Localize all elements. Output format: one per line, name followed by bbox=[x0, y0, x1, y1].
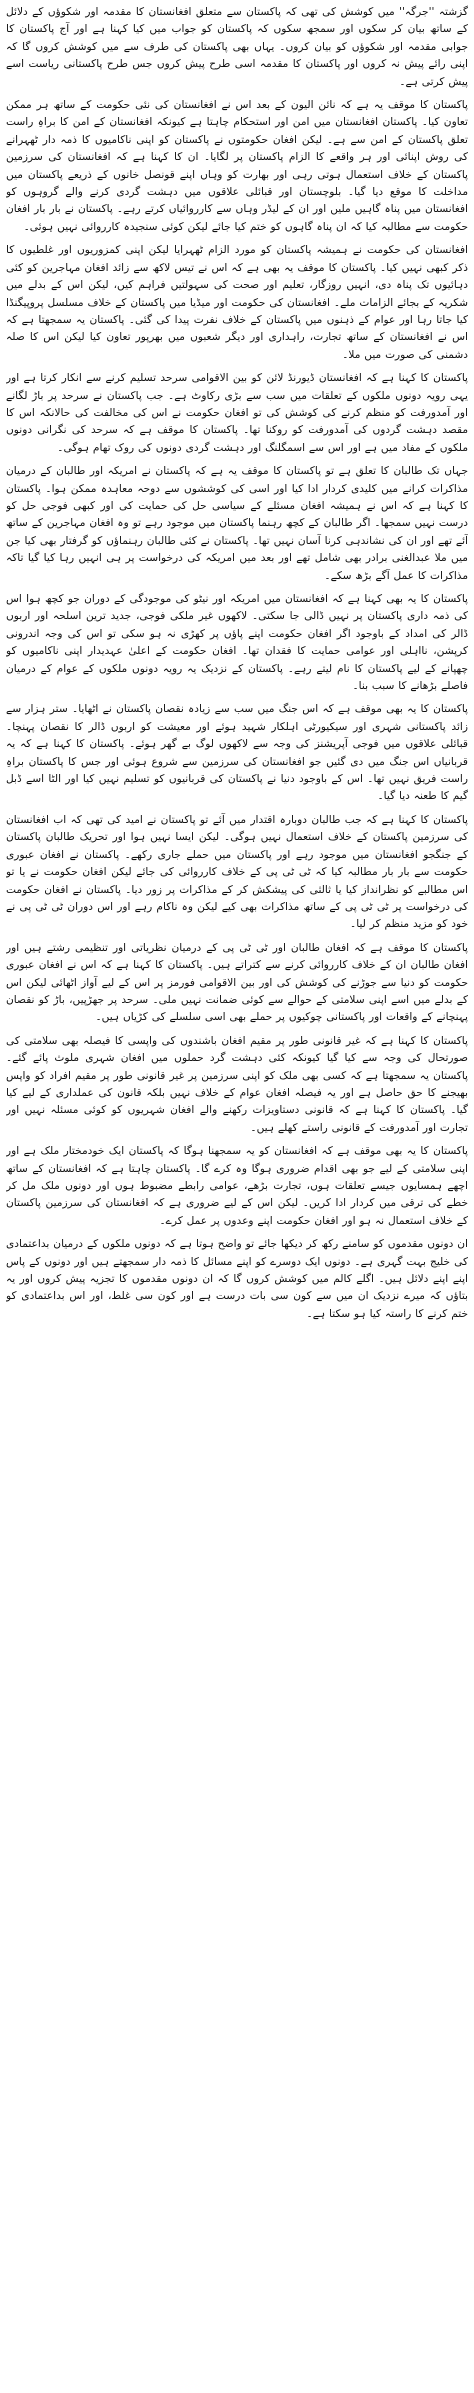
paragraph: ان دونوں مقدموں کو سامنے رکھ کر دیکھا جائے تو واضح ہوتا ہے کہ دونوں ملکوں کے درمیان بداعتمادی کی خلیج بہت گہری ہے۔ دونوں ایک دوسرے کو اپنے مسائل کا ذمہ دار سمجھتے ہیں اور دونوں کے پاس اپنے اپنے دلائل ہیں۔ اگلے کالم میں کوشش کروں گا کہ ان دونوں مقدموں کا تجزیہ پیش کروں اور یہ بتاؤں کہ میرے نزدیک ان میں سے کون سی بات درست ہے اور کون سی غلط، اور اس بداعتمادی کو ختم کرنے کا راستہ کیا ہو سکتا ہے۔ bbox=[6, 1238, 468, 1320]
paragraph: پاکستان کا کہنا ہے کہ جب طالبان دوبارہ اقتدار میں آئے تو پاکستان نے امید کی تھی کہ اب افغانستان کی سرزمین پاکستان کے خلاف استعمال نہیں ہوگی۔ لیکن ایسا نہیں ہوا اور تحریک طالبان پاکستان کے جنگجو افغانستان میں موجود رہے اور پاکستان میں حملے جاری رکھے۔ پاکستان نے افغان عبوری حکومت سے بار بار مطالبہ کیا کہ ٹی ٹی پی کے خلاف کارروائی کی جائے لیکن افغان حکومت نے یا تو اس مطالبے کو نظرانداز کیا یا ثالثی کی پیشکش کر کے مذاکرات پر زور دیا۔ پاکستان نے افغان حکومت کی درخواست پر ٹی ٹی پی کے ساتھ مذاکرات بھی کیے لیکن وہ ناکام رہے اور اس دوران ٹی ٹی پی نے خود کو مزید منظم کر لیا۔ bbox=[6, 813, 468, 931]
paragraph: افغانستان کی حکومت نے ہمیشہ پاکستان کو مورد الزام ٹھہرایا لیکن اپنی کمزوریوں اور غلطیوں کا ذکر کبھی نہیں کیا۔ پاکستان کا موقف یہ بھی ہے کہ اس نے تیس لاکھ سے زائد افغان مہاجرین کو کئی دہائیوں تک پناہ دی، انہیں روزگار، تعلیم اور صحت کی سہولتیں فراہم کیں، لیکن اس کے بدلے میں شکریہ کے بجائے الزامات ملے۔ افغانستان کی حکومت اور میڈیا میں پاکستان کے خلاف مسلسل پروپیگنڈا کیا جاتا رہا اور عوام کے ذہنوں میں پاکستان کے خلاف نفرت پیدا کی گئی۔ پاکستان یہ سمجھتا ہے کہ اس نے افغانستان کے ساتھ تجارت، راہداری اور دیگر شعبوں میں بھرپور تعاون کیا لیکن اس کا صلہ دشمنی کی صورت میں ملا۔ bbox=[6, 244, 468, 361]
paragraph: پاکستان کا کہنا ہے کہ غیر قانونی طور پر مقیم افغان باشندوں کی واپسی کا فیصلہ بھی سلامتی کی صورتحال کی وجہ سے کیا گیا کیونکہ کئی دہشت گرد حملوں میں افغان شہری ملوث پائے گئے۔ پاکستان یہ سمجھتا ہے کہ کسی بھی ملک کو اپنی سرزمین پر غیر قانونی طور پر مقیم افراد کو واپس بھیجنے کا حق حاصل ہے اور یہ فیصلہ افغان عوام کے خلاف نہیں بلکہ قانون کی عملداری کے لیے کیا گیا۔ پاکستان کا کہنا ہے کہ قانونی دستاویزات رکھنے والے افغان شہریوں کو کوئی مسئلہ نہیں اور تجارت اور آمدورفت کے قانونی راستے کھلے ہیں۔ bbox=[6, 1034, 468, 1134]
article-column bbox=[6, 4, 468, 2389]
paragraph: پاکستان کا موقف یہ ہے کہ نائن الیون کے بعد اس نے افغانستان کی نئی حکومت کے ساتھ ہر ممکن تعاون کیا۔ پاکستان افغانستان میں امن اور استحکام چاہتا ہے کیونکہ افغانستان کے امن کا براہِ راست تعلق پاکستان کے امن سے ہے۔ لیکن افغان حکومتوں نے پاکستان کو اپنی ناکامیوں کا ذمہ دار ٹھہرانے کی روش اپنائی اور ہر واقعے کا الزام پاکستان پر لگایا۔ ان کا کہنا ہے کہ افغانستان کی سرزمین پاکستان کے خلاف استعمال ہوتی رہی اور بھارت کو وہاں اپنے قونصل خانوں کے ذریعے پاکستان میں مداخلت کا موقع دیا گیا۔ بلوچستان اور قبائلی علاقوں میں دہشت گردی کرنے والے گروہوں کو افغانستان میں پناہ گاہیں ملیں اور ان کے لیڈر وہاں سے کارروائیاں کرتے رہے۔ پاکستان نے بار بار افغان حکومت سے مطالبہ کیا کہ ان پناہ گاہوں کو ختم کیا جائے لیکن کوئی سنجیدہ کارروائی نہیں ہوئی۔ bbox=[6, 99, 468, 233]
paragraph: جہاں تک طالبان کا تعلق ہے تو پاکستان کا موقف یہ ہے کہ پاکستان نے امریکہ اور طالبان کے درمیان مذاکرات کرانے میں کلیدی کردار ادا کیا اور اسی کی کوششوں سے دوحہ معاہدہ ممکن ہوا۔ پاکستان کا کہنا ہے کہ اس نے ہمیشہ افغان مسئلے کے سیاسی حل کی حمایت کی اور کبھی فوجی حل کو درست نہیں سمجھا۔ اگر طالبان کے کچھ رہنما پاکستان میں موجود رہے تو وہ افغان مہاجرین کے ساتھ آئے تھے اور ان کی نشاندہی کرنا آسان نہیں تھا۔ پاکستان نے کئی طالبان رہنماؤں کو گرفتار بھی کیا جن میں ملا عبدالغنی برادر بھی شامل تھے اور بعد میں امریکہ کی درخواست پر ہی انہیں رہا کیا گیا تاکہ مذاکرات کا عمل آگے بڑھ سکے۔ bbox=[6, 465, 468, 582]
paragraph: گزشتہ ''جرگہ'' میں کوشش کی تھی کہ پاکستان سے متعلق افغانستان کا مقدمہ اور شکوؤں کے دلائل کے ساتھ بیان کر سکوں اور سمجھ سکوں کہ پاکستان کو جواب میں کیا کہنا ہے اور آج پاکستان کا جوابی مقدمہ اور شکوؤں کو بیان کروں۔ یہاں بھی پاکستان کی طرف سے میں کوشش کروں گا کہ اپنی رائے پیش نہ کروں اور پاکستان کا مقدمہ اسی طرح پیش کروں جس طرح پاکستانی ریاست اسے پیش کرتی ہے۔ bbox=[6, 6, 468, 88]
paragraph: پاکستان کا کہنا ہے کہ افغانستان ڈیورنڈ لائن کو بین الاقوامی سرحد تسلیم کرنے سے انکار کرتا ہے اور یہی رویہ دونوں ملکوں کے تعلقات میں سب سے بڑی رکاوٹ ہے۔ جب پاکستان نے سرحد پر باڑ لگانے اور آمدورفت کو منظم کرنے کی کوشش کی تو افغان حکومت نے اس کی مخالفت کی حالانکہ اس کا مقصد دہشت گردوں کی آمدورفت کو روکنا تھا۔ پاکستان کا موقف ہے کہ سرحد کی نگرانی دونوں ملکوں کے مفاد میں ہے اور اس سے اسمگلنگ اور دہشت گردی دونوں کی روک تھام ہوگی۔ bbox=[6, 372, 468, 454]
paragraph: پاکستان کا یہ بھی موقف ہے کہ اس جنگ میں سب سے زیادہ نقصان پاکستان نے اٹھایا۔ ستر ہزار سے زائد پاکستانی شہری اور سیکیورٹی اہلکار شہید ہوئے اور معیشت کو اربوں ڈالر کا نقصان پہنچا۔ قبائلی علاقوں میں فوجی آپریشنز کی وجہ سے لاکھوں لوگ بے گھر ہوئے۔ پاکستان کا کہنا ہے کہ یہ قربانیاں اس جنگ میں دی گئیں جو افغانستان کی سرزمین سے شروع ہوئی اور جس کا پاکستان براہِ راست فریق نہیں تھا۔ اس کے باوجود دنیا نے پاکستان کی قربانیوں کو تسلیم نہیں کیا اور الٹا اسے ڈبل گیم کا طعنہ دیا گیا۔ bbox=[6, 703, 468, 803]
paragraph: پاکستان کا موقف ہے کہ افغان طالبان اور ٹی ٹی پی کے درمیان نظریاتی اور تنظیمی رشتے ہیں اور افغان طالبان ان کے خلاف کارروائی کرنے سے کتراتے ہیں۔ پاکستان کا کہنا ہے کہ اس نے افغان عبوری حکومت کو دنیا سے جوڑنے کی کوشش کی اور بین الاقوامی فورمز پر اس کے لیے آواز اٹھائی لیکن اس کے بدلے میں اسے اپنی سلامتی کے حوالے سے کوئی ضمانت نہیں ملی۔ سرحد پر جھڑپیں، باڑ کو نقصان پہنچانے کے واقعات اور پاکستانی چوکیوں پر حملے بھی اسی سلسلے کی کڑیاں ہیں۔ bbox=[6, 941, 468, 1024]
paragraph: پاکستان کا یہ بھی کہنا ہے کہ افغانستان میں امریکہ اور نیٹو کی موجودگی کے دوران جو کچھ ہوا اس کی ذمہ داری پاکستان پر نہیں ڈالی جا سکتی۔ لاکھوں غیر ملکی فوجی، جدید ترین اسلحہ اور اربوں ڈالر کی امداد کے باوجود اگر افغان حکومت اپنے پاؤں پر کھڑی نہ ہو سکی تو اس کی وجہ اندرونی کرپشن، نااہلی اور عوامی حمایت کا فقدان تھا۔ افغان حکومت کے اعلیٰ عہدیدار اپنی ناکامیوں کو چھپانے کے لیے پاکستان کا نام لیتے رہے۔ پاکستان کے نزدیک یہ رویہ دونوں ملکوں کے عوام کے درمیان فاصلے بڑھانے کا سبب بنا۔ bbox=[6, 593, 468, 693]
paragraph: پاکستان کا یہ بھی موقف ہے کہ افغانستان کو یہ سمجھنا ہوگا کہ پاکستان ایک خودمختار ملک ہے اور اپنی سلامتی کے لیے جو بھی اقدام ضروری ہوگا وہ کرے گا۔ پاکستان چاہتا ہے کہ افغانستان کے ساتھ اچھے ہمسایوں جیسے تعلقات ہوں، تجارت بڑھے، عوامی رابطے مضبوط ہوں اور دونوں ملک مل کر خطے کی ترقی میں کردار ادا کریں۔ لیکن اس کے لیے ضروری ہے کہ افغانستان کی سرزمین پاکستان کے خلاف استعمال نہ ہو اور افغان حکومت اپنے وعدوں پر عمل کرے۔ bbox=[6, 1145, 468, 1227]
